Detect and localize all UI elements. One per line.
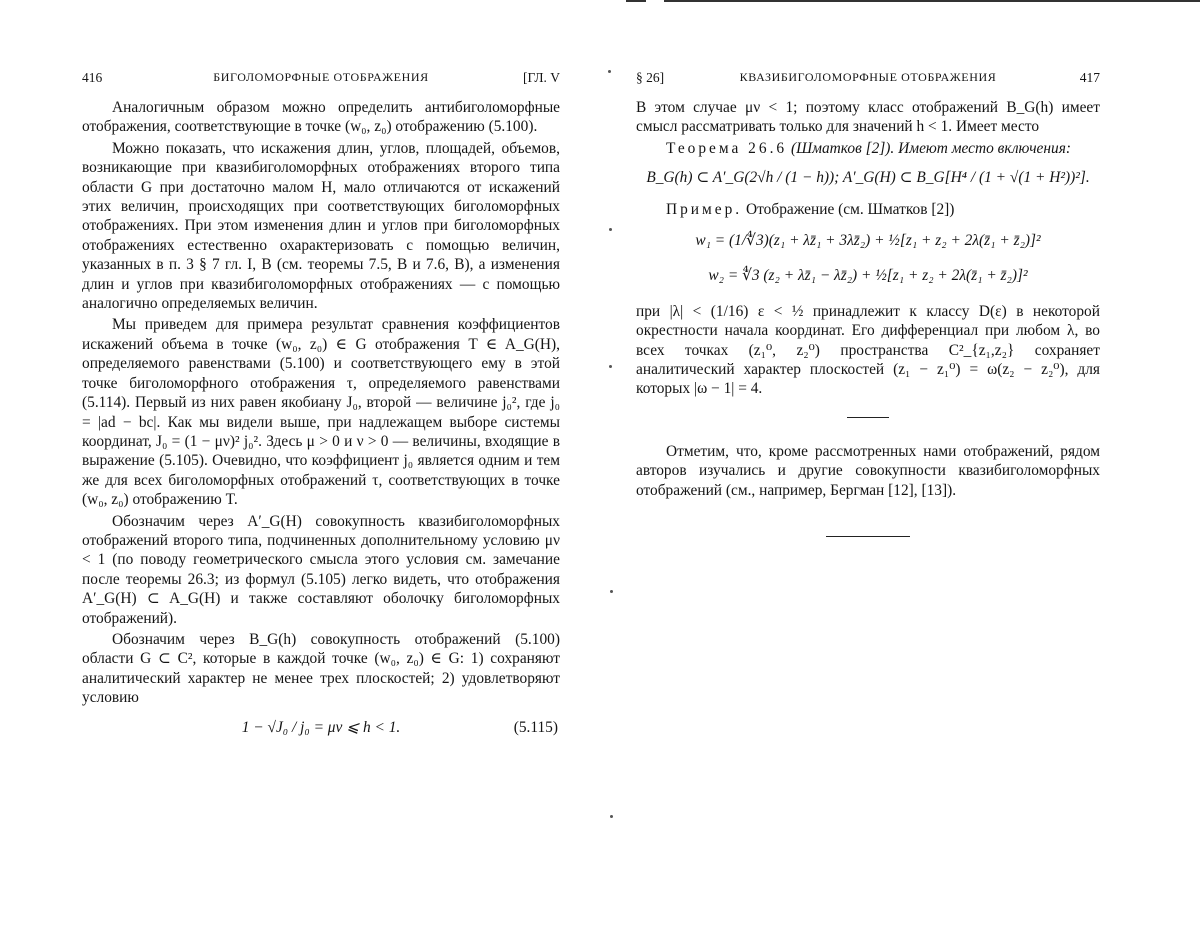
- paragraph: Обозначим через A′_G(H) совокупность квазибиголоморфных отображений второго типа, подчиненных дополнительному условию μν < 1 (по поводу геометрического смысла этого условия см. замечание после теоремы 26.3; из формул (5.105) легко видеть, что отображения A′_G(H) ⊂ A_G(H) и также составляют оболочку биголоморфных отображений).: [82, 512, 560, 627]
- running-head-right: [636, 70, 1100, 90]
- theorem-ref: (Шматков [2]).: [790, 139, 895, 157]
- theorem-text: Имеют место включения:: [898, 139, 1071, 157]
- formula-w1: w₁ = (1/∜3)(z₁ + λz̄₁ + 3λz̄₂) + ½[z₁ + z₂ + 2λ(z̄₁ + z̄₂)]²: [695, 232, 1041, 250]
- scan-speck: [608, 70, 611, 73]
- paragraph: Мы приведем для примера результат сравнения коэффициентов искажений объема в точке (w₀, z₀) ∈ G отображения T ∈ A_G(H), определяемого равенствами (5.100) и соответствующего ему в этой точке биголоморфного отображения τ, определяемого равенствами (5.114). Первый из них равен якобиану J₀, второй — величине j₀², где j₀ = |ad − bc|. Как мы видели выше, при надлежащем выборе системы координат, J₀ = (1 − μν)² j₀². Здесь μ > 0 и ν > 0 — величины, входящие в выражение (5.105). Очевидно, что коэффициент j₀ является одним и тем же для всех биголоморфных отображений τ, соответствующих в точке (w₀, z₀) отображению T.: [82, 316, 560, 509]
- example-text: Отображение (см. Шматков [2]): [746, 200, 955, 218]
- equation-text: 1 − √J₀ / j₀ = μν ⩽ h < 1.: [241, 718, 401, 736]
- scan-speck: [609, 365, 612, 368]
- scan-speck: [610, 815, 613, 818]
- running-title: БИГОЛОМОРФНЫЕ ОТОБРАЖЕНИЯ: [213, 70, 429, 84]
- section-divider: [847, 417, 889, 418]
- paragraph: Отметим, что, кроме рассмотренных нами отображений, рядом авторов изучались и другие совокупности квазибиголоморфных отображений (см., например, Бергман [12], [13]).: [636, 442, 1100, 499]
- paragraph: Обозначим через B_G(h) совокупность отображений (5.100) области G ⊂ C², которые в каждой точке (w₀, z₀) ∈ G: 1) сохраняют аналитический характер не менее трех плоскостей; 2) удовлетворяют условию: [82, 630, 560, 707]
- page-number: 416: [82, 70, 103, 85]
- theorem-formula: B_G(h) ⊂ A′_G(2√h / (1 − h)); A′_G(H) ⊂ B_G[H⁴ / (1 + √(1 + H²))²].: [646, 169, 1090, 187]
- example-label: Пример.: [666, 200, 743, 218]
- right-page: [636, 0, 1100, 936]
- scan-speck: [609, 228, 612, 231]
- running-title: КВАЗИБИГОЛОМОРФНЫЕ ОТОБРАЖЕНИЯ: [739, 70, 997, 84]
- equation-number: (5.115): [513, 718, 558, 736]
- formula-w2: w₂ = ∜3 (z₂ + λz̄₁ − λz̄₂) + ½[z₁ + z₂ + 2λ(z̄₁ + z̄₂)]²: [708, 267, 1028, 285]
- running-head-left: [82, 70, 560, 90]
- end-rule: [826, 536, 910, 537]
- scan-speck: [610, 590, 613, 593]
- chapter-label: [ГЛ. V: [523, 70, 560, 85]
- paragraph: Можно показать, что искажения длин, углов, площадей, объемов, возникающие при квазибиголоморфных отображениях второго типа области G при достаточно малом H, мало отличаются от искажений этих величин, происходящих при соответствующих биголоморфных отображениях. При этом изменения длин и углов при биголоморфных отображениях естественно охарактеризовать с помощью величин, указанных в п. 3 § 7 гл. I, B (см. теоремы 7.5, B и 7.6, B), а изменения длин и углов при квазибиголоморфных отображениях — с помощью аналогично определяемых величин.: [82, 139, 560, 313]
- right-body: [636, 98, 1100, 537]
- example: [636, 200, 1100, 219]
- paragraph: Аналогичным образом можно определить антибиголоморфные отображения, соответствующие в точке (w₀, z₀) отображению (5.100).: [82, 99, 560, 136]
- theorem-label: Теорема 26.6: [666, 139, 788, 157]
- left-body: [82, 98, 560, 758]
- paragraph: при |λ| < (1/16) ε < ½ принадлежит к классу D(ε) в некоторой окрестности начала координат. Его дифференциал при любом λ, во всех точках (z₁⁰, z₂⁰) пространства C²_{z₁,z₂} сохраняет аналитический характер плоскостей (z₁ − z₁⁰) = ω(z₂ − z₂⁰), для которых |ω − 1| = 4.: [636, 302, 1100, 398]
- section-label: § 26]: [636, 70, 665, 85]
- theorem: [636, 139, 1100, 158]
- left-page: [82, 0, 560, 936]
- equation-5-115: [82, 718, 560, 748]
- page-number: 417: [1079, 70, 1100, 85]
- paragraph: В этом случае μν < 1; поэтому класс отображений B_G(h) имеет смысл рассматривать только для значений h < 1. Имеет место: [636, 99, 1100, 136]
